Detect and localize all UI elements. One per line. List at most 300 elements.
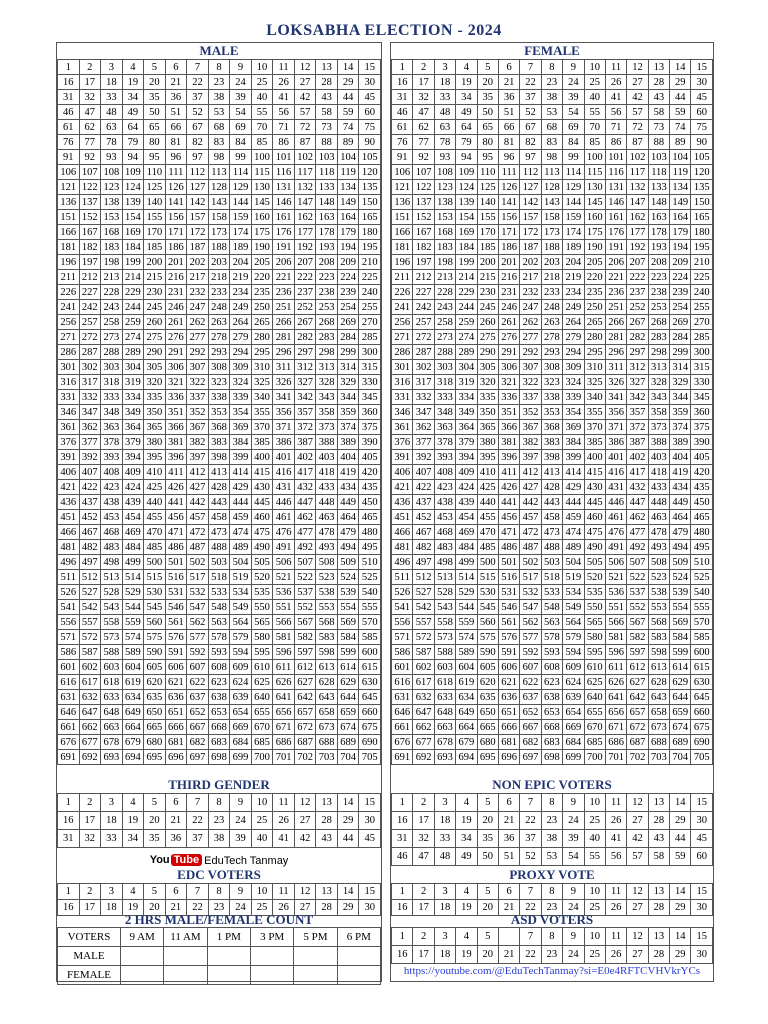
number-cell[interactable]: 557 bbox=[79, 615, 101, 630]
number-cell[interactable]: 617 bbox=[79, 675, 101, 690]
number-cell[interactable]: 68 bbox=[208, 120, 230, 135]
number-cell[interactable]: 160 bbox=[584, 210, 605, 225]
number-cell[interactable]: 445 bbox=[584, 495, 605, 510]
number-cell[interactable]: 9 bbox=[563, 928, 584, 946]
number-cell[interactable]: 9 bbox=[563, 794, 584, 812]
number-cell[interactable]: 343 bbox=[316, 390, 338, 405]
number-cell[interactable]: 508 bbox=[316, 555, 338, 570]
number-cell[interactable]: 322 bbox=[520, 375, 541, 390]
number-cell[interactable]: 332 bbox=[79, 390, 101, 405]
number-cell[interactable]: 131 bbox=[273, 180, 295, 195]
number-cell[interactable]: 481 bbox=[58, 540, 80, 555]
number-cell[interactable]: 530 bbox=[477, 585, 498, 600]
number-cell[interactable]: 25 bbox=[584, 75, 605, 90]
number-cell[interactable]: 4 bbox=[122, 60, 144, 75]
number-cell[interactable]: 649 bbox=[456, 705, 477, 720]
number-cell[interactable]: 349 bbox=[122, 405, 144, 420]
number-cell[interactable]: 93 bbox=[101, 150, 123, 165]
number-cell[interactable]: 15 bbox=[691, 794, 713, 812]
number-cell[interactable]: 588 bbox=[101, 645, 123, 660]
number-cell[interactable]: 277 bbox=[520, 330, 541, 345]
number-cell[interactable]: 530 bbox=[144, 585, 166, 600]
number-cell[interactable]: 623 bbox=[208, 675, 230, 690]
number-cell[interactable]: 408 bbox=[101, 465, 123, 480]
number-cell[interactable]: 382 bbox=[187, 435, 209, 450]
number-cell[interactable]: 516 bbox=[498, 570, 519, 585]
number-cell[interactable]: 673 bbox=[316, 720, 338, 735]
number-cell[interactable]: 174 bbox=[563, 225, 584, 240]
number-cell[interactable]: 404 bbox=[337, 450, 359, 465]
number-cell[interactable]: 2 bbox=[413, 60, 434, 75]
number-cell[interactable]: 82 bbox=[187, 135, 209, 150]
number-cell[interactable]: 110 bbox=[144, 165, 166, 180]
number-cell[interactable]: 504 bbox=[230, 555, 252, 570]
number-cell[interactable]: 321 bbox=[498, 375, 519, 390]
number-cell[interactable]: 27 bbox=[294, 900, 316, 916]
number-cell[interactable]: 108 bbox=[434, 165, 455, 180]
number-cell[interactable]: 477 bbox=[294, 525, 316, 540]
number-cell[interactable]: 221 bbox=[273, 270, 295, 285]
number-cell[interactable]: 49 bbox=[456, 105, 477, 120]
number-cell[interactable]: 366 bbox=[498, 420, 519, 435]
number-cell[interactable]: 46 bbox=[392, 848, 413, 866]
number-cell[interactable]: 575 bbox=[477, 630, 498, 645]
number-cell[interactable]: 53 bbox=[541, 848, 562, 866]
number-cell[interactable]: 594 bbox=[563, 645, 584, 660]
number-cell[interactable]: 143 bbox=[208, 195, 230, 210]
number-cell[interactable]: 646 bbox=[58, 705, 80, 720]
number-cell[interactable]: 43 bbox=[648, 830, 669, 848]
number-cell[interactable]: 564 bbox=[563, 615, 584, 630]
number-cell[interactable]: 29 bbox=[337, 900, 359, 916]
number-cell[interactable]: 521 bbox=[273, 570, 295, 585]
number-cell[interactable]: 230 bbox=[144, 285, 166, 300]
number-cell[interactable]: 33 bbox=[101, 90, 123, 105]
number-cell[interactable]: 403 bbox=[316, 450, 338, 465]
number-cell[interactable]: 13 bbox=[648, 794, 669, 812]
number-cell[interactable]: 507 bbox=[627, 555, 648, 570]
number-cell[interactable]: 384 bbox=[230, 435, 252, 450]
number-cell[interactable]: 222 bbox=[627, 270, 648, 285]
number-cell[interactable]: 556 bbox=[58, 615, 80, 630]
number-cell[interactable]: 437 bbox=[413, 495, 434, 510]
number-cell[interactable]: 501 bbox=[498, 555, 519, 570]
number-cell[interactable]: 250 bbox=[251, 300, 273, 315]
number-cell[interactable]: 393 bbox=[434, 450, 455, 465]
number-cell[interactable]: 8 bbox=[541, 884, 562, 900]
number-cell[interactable]: 659 bbox=[670, 705, 691, 720]
number-cell[interactable]: 249 bbox=[563, 300, 584, 315]
number-cell[interactable]: 200 bbox=[144, 255, 166, 270]
number-cell[interactable]: 400 bbox=[584, 450, 605, 465]
number-cell[interactable]: 611 bbox=[273, 660, 295, 675]
number-cell[interactable]: 48 bbox=[101, 105, 123, 120]
number-cell[interactable]: 454 bbox=[122, 510, 144, 525]
number-cell[interactable]: 26 bbox=[605, 812, 626, 830]
number-cell[interactable]: 312 bbox=[294, 360, 316, 375]
number-cell[interactable]: 133 bbox=[648, 180, 669, 195]
number-cell[interactable]: 549 bbox=[230, 600, 252, 615]
number-cell[interactable]: 411 bbox=[165, 465, 187, 480]
number-cell[interactable]: 693 bbox=[101, 750, 123, 765]
number-cell[interactable]: 232 bbox=[187, 285, 209, 300]
number-cell[interactable]: 547 bbox=[187, 600, 209, 615]
number-cell[interactable]: 677 bbox=[79, 735, 101, 750]
number-cell[interactable]: 378 bbox=[101, 435, 123, 450]
number-cell[interactable]: 17 bbox=[413, 75, 434, 90]
number-cell[interactable]: 1 bbox=[392, 884, 413, 900]
number-cell[interactable]: 9 bbox=[563, 884, 584, 900]
number-cell[interactable]: 75 bbox=[359, 120, 381, 135]
number-cell[interactable]: 197 bbox=[79, 255, 101, 270]
number-cell[interactable]: 225 bbox=[691, 270, 713, 285]
number-cell[interactable]: 443 bbox=[541, 495, 562, 510]
number-cell[interactable]: 625 bbox=[251, 675, 273, 690]
number-cell[interactable]: 116 bbox=[605, 165, 626, 180]
number-cell[interactable]: 171 bbox=[498, 225, 519, 240]
number-cell[interactable]: 496 bbox=[392, 555, 413, 570]
number-cell[interactable]: 22 bbox=[520, 900, 541, 916]
number-cell[interactable]: 4 bbox=[456, 884, 477, 900]
number-cell[interactable]: 497 bbox=[79, 555, 101, 570]
number-cell[interactable]: 323 bbox=[541, 375, 562, 390]
number-cell[interactable]: 28 bbox=[648, 900, 669, 916]
number-cell[interactable]: 248 bbox=[208, 300, 230, 315]
number-cell[interactable]: 30 bbox=[691, 75, 713, 90]
number-cell[interactable]: 134 bbox=[670, 180, 691, 195]
number-cell[interactable]: 405 bbox=[359, 450, 381, 465]
number-cell[interactable]: 632 bbox=[79, 690, 101, 705]
number-cell[interactable]: 470 bbox=[477, 525, 498, 540]
number-cell[interactable]: 77 bbox=[79, 135, 101, 150]
number-cell[interactable]: 582 bbox=[627, 630, 648, 645]
number-cell[interactable]: 6 bbox=[165, 884, 187, 900]
number-cell[interactable]: 247 bbox=[520, 300, 541, 315]
number-cell[interactable]: 85 bbox=[584, 135, 605, 150]
number-cell[interactable]: 40 bbox=[584, 90, 605, 105]
number-cell[interactable]: 73 bbox=[648, 120, 669, 135]
number-cell[interactable]: 21 bbox=[165, 900, 187, 916]
number-cell[interactable]: 344 bbox=[670, 390, 691, 405]
number-cell[interactable]: 238 bbox=[316, 285, 338, 300]
number-cell[interactable]: 537 bbox=[627, 585, 648, 600]
number-cell[interactable]: 479 bbox=[337, 525, 359, 540]
number-cell[interactable]: 208 bbox=[648, 255, 669, 270]
number-cell[interactable]: 183 bbox=[101, 240, 123, 255]
number-cell[interactable]: 534 bbox=[230, 585, 252, 600]
number-cell[interactable]: 636 bbox=[165, 690, 187, 705]
number-cell[interactable]: 453 bbox=[434, 510, 455, 525]
number-cell[interactable]: 617 bbox=[413, 675, 434, 690]
number-cell[interactable]: 210 bbox=[359, 255, 381, 270]
number-cell[interactable]: 475 bbox=[584, 525, 605, 540]
number-cell[interactable]: 145 bbox=[584, 195, 605, 210]
number-cell[interactable]: 56 bbox=[605, 105, 626, 120]
number-cell[interactable]: 134 bbox=[337, 180, 359, 195]
number-cell[interactable]: 103 bbox=[316, 150, 338, 165]
number-cell[interactable]: 38 bbox=[541, 830, 562, 848]
number-cell[interactable]: 357 bbox=[627, 405, 648, 420]
number-cell[interactable]: 271 bbox=[58, 330, 80, 345]
number-cell[interactable]: 360 bbox=[691, 405, 713, 420]
number-cell[interactable]: 339 bbox=[563, 390, 584, 405]
number-cell[interactable]: 540 bbox=[691, 585, 713, 600]
number-cell[interactable]: 26 bbox=[605, 75, 626, 90]
number-cell[interactable]: 18 bbox=[434, 75, 455, 90]
number-cell[interactable]: 300 bbox=[359, 345, 381, 360]
number-cell[interactable]: 203 bbox=[208, 255, 230, 270]
number-cell[interactable]: 339 bbox=[230, 390, 252, 405]
number-cell[interactable]: 642 bbox=[627, 690, 648, 705]
number-cell[interactable]: 236 bbox=[273, 285, 295, 300]
number-cell[interactable]: 141 bbox=[165, 195, 187, 210]
number-cell[interactable]: 647 bbox=[79, 705, 101, 720]
number-cell[interactable]: 1 bbox=[392, 928, 413, 946]
number-cell[interactable]: 590 bbox=[144, 645, 166, 660]
number-cell[interactable]: 438 bbox=[101, 495, 123, 510]
number-cell[interactable]: 624 bbox=[230, 675, 252, 690]
number-cell[interactable]: 354 bbox=[563, 405, 584, 420]
number-cell[interactable]: 502 bbox=[520, 555, 541, 570]
number-cell[interactable]: 609 bbox=[563, 660, 584, 675]
number-cell[interactable]: 245 bbox=[144, 300, 166, 315]
number-cell[interactable]: 285 bbox=[691, 330, 713, 345]
number-cell[interactable]: 255 bbox=[691, 300, 713, 315]
number-cell[interactable]: 6 bbox=[165, 794, 187, 812]
number-cell[interactable]: 301 bbox=[58, 360, 80, 375]
number-cell[interactable]: 512 bbox=[79, 570, 101, 585]
number-cell[interactable]: 561 bbox=[498, 615, 519, 630]
number-cell[interactable]: 289 bbox=[122, 345, 144, 360]
number-cell[interactable]: 84 bbox=[230, 135, 252, 150]
number-cell[interactable]: 406 bbox=[392, 465, 413, 480]
number-cell[interactable]: 373 bbox=[316, 420, 338, 435]
number-cell[interactable]: 228 bbox=[101, 285, 123, 300]
number-cell[interactable]: 700 bbox=[251, 750, 273, 765]
number-cell[interactable]: 416 bbox=[273, 465, 295, 480]
number-cell[interactable]: 245 bbox=[477, 300, 498, 315]
number-cell[interactable]: 683 bbox=[541, 735, 562, 750]
number-cell[interactable]: 53 bbox=[541, 105, 562, 120]
number-cell[interactable]: 74 bbox=[670, 120, 691, 135]
number-cell[interactable]: 307 bbox=[520, 360, 541, 375]
number-cell[interactable]: 476 bbox=[605, 525, 626, 540]
number-cell[interactable]: 340 bbox=[584, 390, 605, 405]
number-cell[interactable]: 381 bbox=[498, 435, 519, 450]
number-cell[interactable]: 79 bbox=[456, 135, 477, 150]
number-cell[interactable]: 286 bbox=[392, 345, 413, 360]
number-cell[interactable]: 37 bbox=[520, 830, 541, 848]
number-cell[interactable]: 621 bbox=[165, 675, 187, 690]
number-cell[interactable]: 635 bbox=[477, 690, 498, 705]
number-cell[interactable]: 698 bbox=[541, 750, 562, 765]
number-cell[interactable]: 270 bbox=[359, 315, 381, 330]
number-cell[interactable]: 402 bbox=[294, 450, 316, 465]
number-cell[interactable]: 291 bbox=[498, 345, 519, 360]
number-cell[interactable]: 557 bbox=[413, 615, 434, 630]
number-cell[interactable]: 679 bbox=[122, 735, 144, 750]
number-cell[interactable]: 366 bbox=[165, 420, 187, 435]
number-cell[interactable]: 506 bbox=[605, 555, 626, 570]
number-cell[interactable]: 568 bbox=[648, 615, 669, 630]
number-cell[interactable]: 148 bbox=[648, 195, 669, 210]
number-cell[interactable]: 4 bbox=[456, 60, 477, 75]
number-cell[interactable]: 201 bbox=[165, 255, 187, 270]
number-cell[interactable]: 153 bbox=[101, 210, 123, 225]
number-cell[interactable]: 40 bbox=[584, 830, 605, 848]
number-cell[interactable]: 8 bbox=[208, 60, 230, 75]
number-cell[interactable]: 171 bbox=[165, 225, 187, 240]
number-cell[interactable]: 549 bbox=[563, 600, 584, 615]
number-cell[interactable]: 559 bbox=[456, 615, 477, 630]
number-cell[interactable]: 334 bbox=[122, 390, 144, 405]
number-cell[interactable]: 213 bbox=[434, 270, 455, 285]
number-cell[interactable]: 358 bbox=[316, 405, 338, 420]
number-cell[interactable]: 256 bbox=[392, 315, 413, 330]
number-cell[interactable]: 117 bbox=[627, 165, 648, 180]
number-cell[interactable]: 642 bbox=[294, 690, 316, 705]
number-cell[interactable]: 483 bbox=[101, 540, 123, 555]
number-cell[interactable]: 206 bbox=[605, 255, 626, 270]
number-cell[interactable]: 461 bbox=[605, 510, 626, 525]
number-cell[interactable]: 350 bbox=[477, 405, 498, 420]
number-cell[interactable]: 19 bbox=[122, 900, 144, 916]
number-cell[interactable]: 148 bbox=[316, 195, 338, 210]
number-cell[interactable]: 241 bbox=[58, 300, 80, 315]
number-cell[interactable]: 422 bbox=[79, 480, 101, 495]
number-cell[interactable]: 289 bbox=[456, 345, 477, 360]
number-cell[interactable]: 571 bbox=[58, 630, 80, 645]
number-cell[interactable]: 294 bbox=[563, 345, 584, 360]
number-cell[interactable]: 10 bbox=[584, 60, 605, 75]
number-cell[interactable]: 121 bbox=[58, 180, 80, 195]
number-cell[interactable]: 457 bbox=[520, 510, 541, 525]
number-cell[interactable]: 55 bbox=[584, 848, 605, 866]
number-cell[interactable]: 307 bbox=[187, 360, 209, 375]
number-cell[interactable]: 376 bbox=[58, 435, 80, 450]
number-cell[interactable]: 172 bbox=[187, 225, 209, 240]
number-cell[interactable]: 10 bbox=[251, 884, 273, 900]
number-cell[interactable]: 168 bbox=[434, 225, 455, 240]
number-cell[interactable]: 644 bbox=[337, 690, 359, 705]
number-cell[interactable]: 39 bbox=[230, 830, 252, 848]
number-cell[interactable]: 444 bbox=[230, 495, 252, 510]
number-cell[interactable]: 558 bbox=[434, 615, 455, 630]
number-cell[interactable]: 170 bbox=[144, 225, 166, 240]
number-cell[interactable]: 178 bbox=[648, 225, 669, 240]
number-cell[interactable]: 600 bbox=[359, 645, 381, 660]
number-cell[interactable]: 391 bbox=[392, 450, 413, 465]
number-cell[interactable]: 29 bbox=[337, 75, 359, 90]
number-cell[interactable]: 11 bbox=[605, 884, 626, 900]
number-cell[interactable]: 32 bbox=[79, 830, 101, 848]
number-cell[interactable]: 78 bbox=[101, 135, 123, 150]
number-cell[interactable]: 9 bbox=[230, 60, 252, 75]
number-cell[interactable]: 298 bbox=[316, 345, 338, 360]
number-cell[interactable]: 526 bbox=[58, 585, 80, 600]
number-cell[interactable]: 521 bbox=[605, 570, 626, 585]
number-cell[interactable]: 446 bbox=[605, 495, 626, 510]
number-cell[interactable]: 452 bbox=[413, 510, 434, 525]
number-cell[interactable]: 27 bbox=[627, 900, 648, 916]
number-cell[interactable]: 288 bbox=[434, 345, 455, 360]
number-cell[interactable]: 560 bbox=[144, 615, 166, 630]
number-cell[interactable]: 108 bbox=[101, 165, 123, 180]
number-cell[interactable]: 261 bbox=[498, 315, 519, 330]
number-cell[interactable]: 219 bbox=[563, 270, 584, 285]
number-cell[interactable]: 553 bbox=[316, 600, 338, 615]
number-cell[interactable]: 703 bbox=[648, 750, 669, 765]
number-cell[interactable]: 450 bbox=[691, 495, 713, 510]
number-cell[interactable]: 451 bbox=[58, 510, 80, 525]
number-cell[interactable]: 37 bbox=[187, 830, 209, 848]
number-cell[interactable]: 3 bbox=[101, 60, 123, 75]
number-cell[interactable]: 164 bbox=[670, 210, 691, 225]
number-cell[interactable]: 382 bbox=[520, 435, 541, 450]
number-cell[interactable]: 663 bbox=[101, 720, 123, 735]
number-cell[interactable]: 152 bbox=[79, 210, 101, 225]
number-cell[interactable]: 81 bbox=[165, 135, 187, 150]
number-cell[interactable]: 384 bbox=[563, 435, 584, 450]
number-cell[interactable]: 399 bbox=[230, 450, 252, 465]
number-cell[interactable]: 477 bbox=[627, 525, 648, 540]
number-cell[interactable]: 251 bbox=[273, 300, 295, 315]
number-cell[interactable]: 671 bbox=[273, 720, 295, 735]
number-cell[interactable]: 378 bbox=[434, 435, 455, 450]
number-cell[interactable]: 583 bbox=[648, 630, 669, 645]
number-cell[interactable]: 97 bbox=[520, 150, 541, 165]
number-cell[interactable]: 519 bbox=[230, 570, 252, 585]
number-cell[interactable]: 50 bbox=[144, 105, 166, 120]
number-cell[interactable]: 16 bbox=[392, 812, 413, 830]
number-cell[interactable]: 573 bbox=[101, 630, 123, 645]
number-cell[interactable]: 428 bbox=[541, 480, 562, 495]
number-cell[interactable]: 519 bbox=[563, 570, 584, 585]
number-cell[interactable]: 541 bbox=[58, 600, 80, 615]
number-cell[interactable]: 263 bbox=[208, 315, 230, 330]
number-cell[interactable]: 326 bbox=[273, 375, 295, 390]
number-cell[interactable]: 94 bbox=[122, 150, 144, 165]
number-cell[interactable]: 293 bbox=[208, 345, 230, 360]
number-cell[interactable]: 567 bbox=[294, 615, 316, 630]
number-cell[interactable]: 46 bbox=[58, 105, 80, 120]
number-cell[interactable]: 540 bbox=[359, 585, 381, 600]
number-cell[interactable]: 45 bbox=[691, 90, 713, 105]
number-cell[interactable]: 669 bbox=[230, 720, 252, 735]
number-cell[interactable]: 209 bbox=[337, 255, 359, 270]
number-cell[interactable]: 211 bbox=[58, 270, 80, 285]
number-cell[interactable]: 212 bbox=[79, 270, 101, 285]
number-cell[interactable]: 681 bbox=[498, 735, 519, 750]
number-cell[interactable]: 29 bbox=[337, 812, 359, 830]
number-cell[interactable]: 177 bbox=[294, 225, 316, 240]
count-input-cell[interactable] bbox=[207, 966, 250, 985]
number-cell[interactable]: 310 bbox=[584, 360, 605, 375]
number-cell[interactable]: 13 bbox=[316, 884, 338, 900]
number-cell[interactable]: 314 bbox=[337, 360, 359, 375]
number-cell[interactable]: 3 bbox=[101, 884, 123, 900]
number-cell[interactable]: 478 bbox=[648, 525, 669, 540]
number-cell[interactable]: 234 bbox=[563, 285, 584, 300]
number-cell[interactable]: 193 bbox=[316, 240, 338, 255]
number-cell[interactable]: 76 bbox=[392, 135, 413, 150]
number-cell[interactable]: 276 bbox=[498, 330, 519, 345]
number-cell[interactable]: 429 bbox=[230, 480, 252, 495]
number-cell[interactable]: 516 bbox=[165, 570, 187, 585]
number-cell[interactable]: 669 bbox=[563, 720, 584, 735]
number-cell[interactable]: 589 bbox=[456, 645, 477, 660]
number-cell[interactable]: 509 bbox=[670, 555, 691, 570]
